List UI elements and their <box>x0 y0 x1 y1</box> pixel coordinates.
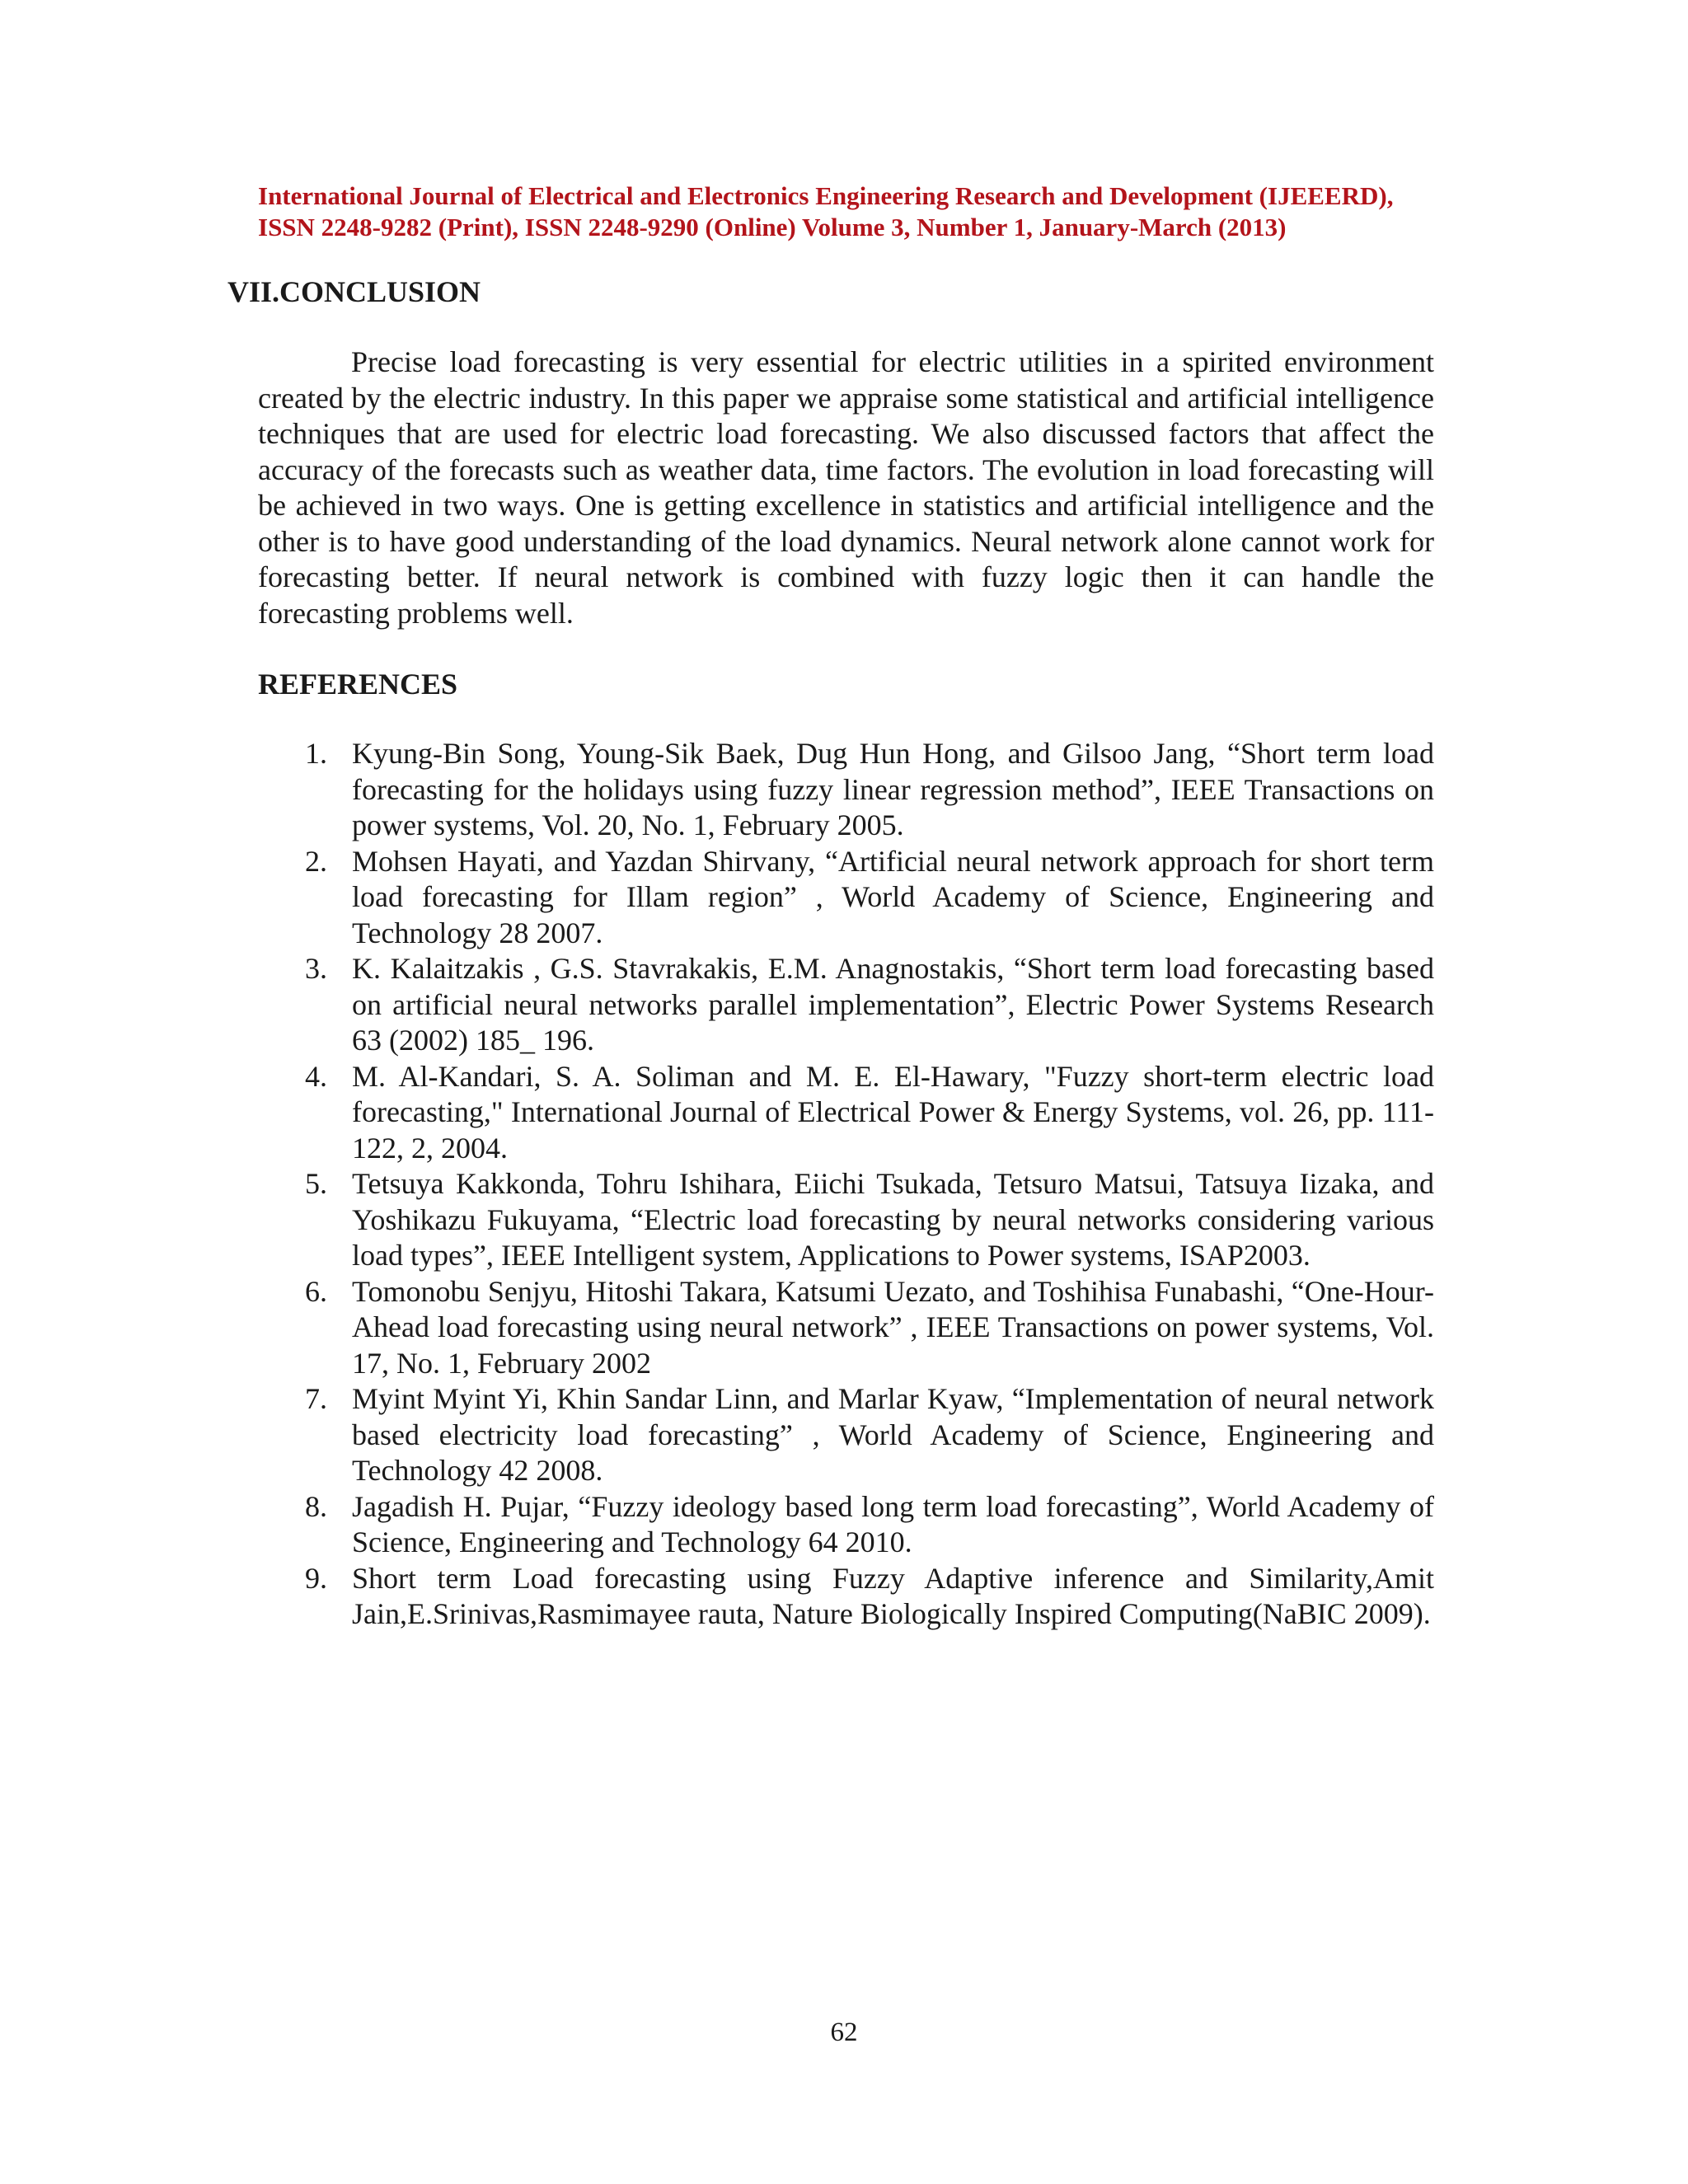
conclusion-heading: VII.CONCLUSION <box>227 275 481 308</box>
conclusion-paragraph: Precise load forecasting is very essential for electric utilities in a spirited environment created by the electric industry. In this paper we appraise some statistical and artificial intelligence techniques that are used for electric load forecasting. We also discussed factors that affect the accuracy of the forecasts such as weather data, time factors. The evolution in load forecasting will be achieved in two ways. One is getting excellence in statistics and artificial intelligence and the other is to have good understanding of the load dynamics. Neural network alone cannot work for forecasting better. If neural network is combined with fuzzy logic then it can handle the forecasting problems well. <box>258 345 1434 630</box>
reference-item-1 <box>0 736 1688 844</box>
reference-item-2 <box>0 844 1688 952</box>
journal-header <box>258 180 1437 243</box>
journal-header-line-2: ISSN 2248-9282 (Print), ISSN 2248-9290 (Online) Volume 3, Number 1, January-March (2013) <box>258 213 1287 241</box>
reference-text: Short term Load forecasting using Fuzzy Adaptive inference and Similarity,Amit Jain,E.Srinivas,Rasmimayee rauta, Nature Biologically Inspired Computing(NaBIC 2009). <box>352 1561 1434 1630</box>
reference-item-6 <box>0 1274 1688 1382</box>
reference-text: Tomonobu Senjyu, Hitoshi Takara, Katsumi Uezato, and Toshihisa Funabashi, “One-Hour-Ahead load forecasting using neural network” , IEEE Transactions on power systems, Vol. 17, No. 1, February 2002 <box>352 1274 1434 1380</box>
page-number: 62 <box>830 2018 858 2047</box>
reference-text: Kyung-Bin Song, Young-Sik Baek, Dug Hun Hong, and Gilsoo Jang, “Short term load forecasting for the holidays using fuzzy linear regression method”, IEEE Transactions on power systems, Vol. 20, No. 1, February 2005. <box>352 737 1434 841</box>
reference-item-7 <box>0 1381 1688 1489</box>
reference-number: 5. <box>305 1167 327 1200</box>
reference-item-5 <box>0 1166 1688 1274</box>
reference-number: 9. <box>305 1561 327 1595</box>
reference-list <box>0 736 1688 1633</box>
reference-number: 1. <box>305 737 327 770</box>
reference-text: Mohsen Hayati, and Yazdan Shirvany, “Artificial neural network approach for short term load forecasting for Illam region” , World Academy of Science, Engineering and Technology 28 2007. <box>352 844 1434 949</box>
journal-header-line-1: International Journal of Electrical and Electronics Engineering Research and Development (IJEEERD), <box>258 181 1394 210</box>
reference-text: M. Al-Kandari, S. A. Soliman and M. E. El-Hawary, "Fuzzy short-term electric load forecasting," International Journal of Electrical Power & Energy Systems, vol. 26, pp. 111-122, 2, 2004. <box>352 1059 1434 1165</box>
reference-number: 6. <box>305 1274 327 1308</box>
reference-number: 3. <box>305 952 327 985</box>
reference-item-9 <box>0 1561 1688 1633</box>
reference-text: Myint Myint Yi, Khin Sandar Linn, and Marlar Kyaw, “Implementation of neural network based electricity load forecasting” , World Academy of Science, Engineering and Technology 42 2008. <box>352 1382 1434 1487</box>
reference-number: 4. <box>305 1059 327 1093</box>
reference-number: 2. <box>305 844 327 878</box>
reference-text: Tetsuya Kakkonda, Tohru Ishihara, Eiichi Tsukada, Tetsuro Matsui, Tatsuya Iizaka, and Yoshikazu Fukuyama, “Electric load forecasting by neural networks considering various load types”, IEEE Intelligent system, Applications to Power systems, ISAP2003. <box>352 1167 1434 1272</box>
reference-text: K. Kalaitzakis , G.S. Stavrakakis, E.M. Anagnostakis, “Short term load forecasting based on artificial neural networks parallel implementation”, Electric Power Systems Research 63 (2002) 185_ 196. <box>352 952 1434 1057</box>
reference-item-8 <box>0 1489 1688 1561</box>
reference-number: 8. <box>305 1489 327 1523</box>
reference-number: 7. <box>305 1382 327 1415</box>
reference-item-3 <box>0 951 1688 1059</box>
reference-item-4 <box>0 1059 1688 1167</box>
reference-text: Jagadish H. Pujar, “Fuzzy ideology based long term load forecasting”, World Academy of Science, Engineering and Technology 64 2010. <box>352 1489 1434 1558</box>
references-heading: REFERENCES <box>258 668 458 701</box>
